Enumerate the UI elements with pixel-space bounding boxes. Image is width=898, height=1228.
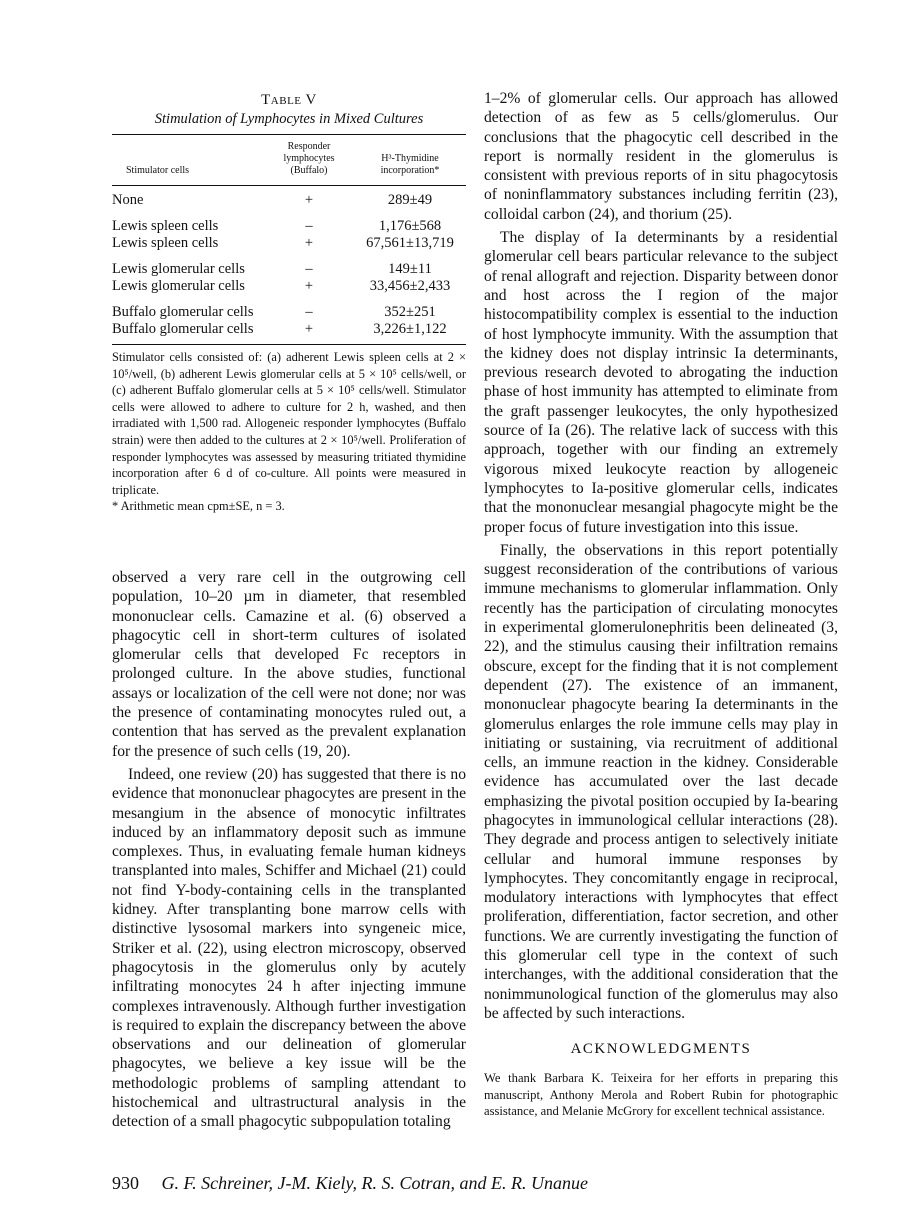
table-row xyxy=(112,252,466,278)
stimulator-cell: Lewis glomerular cells xyxy=(112,261,245,277)
thymidine-value: 33,456±2,433 xyxy=(369,278,451,294)
thymidine-value: 3,226±1,122 xyxy=(373,321,447,337)
responder-sign: – xyxy=(305,261,313,277)
responder-sign: + xyxy=(304,321,314,337)
thymidine-value: 352±251 xyxy=(384,304,436,320)
thymidine-value: 1,176±568 xyxy=(378,218,442,234)
page-footer xyxy=(112,1173,588,1194)
data-table xyxy=(112,135,466,338)
stimulator-cell: Lewis glomerular cells xyxy=(112,278,245,294)
paragraph: observed a very rare cell in the outgrowing cell population, 10–20 µm in diameter, that resembled mononuclear cells. Camazine et al. (6) observed a phagocytic cell in short-term cultures of isolated glomerular cells that developed Fc receptors in prolonged culture. In the above studies, functional assays or localization of the cell were not done; nor was the presence of contaminating monocytes ruled out, a contention that has served as the prevalent explanation for the presence of such cells (19, 20). xyxy=(112,569,466,760)
table-row xyxy=(112,295,466,321)
footnote-text: Stimulator cells consisted of: (a) adherent Lewis spleen cells at 2 × 10⁵/well, (b) adherent Lewis glomerular cells at 5 × 10⁵ cells/well, or (c) adherent Buffalo glomerular cells at 5 × 10⁵ cells/well. Stimulator cells were allowed to adhere to culture for 2 h, washed, and then irradiated with 1,500 rad. Allogeneic responder lymphocytes (Buffalo strain) were then added to the cultures at 2 × 10⁵/well. Proliferation of responder lymphocytes was assessed by measuring tritiated thymidine incorporation after 6 d of co-culture. All points were measured in triplicate. xyxy=(112,350,466,497)
paragraph: Finally, the observations in this report potentially suggest reconsideration of the contributions of various immune mechanisms to glomerular inflammation. Only recently has the participation of circulating monocytes in experimental glomerulonephritis been delineated (3, 22), and the stimulus causing their infiltration remains obscure, except for the finding that it is not complement dependent (27). The existence of an immanent, mononuclear phagocyte bearing Ia determinants in the glomerulus enlarges the role immune cells may play in initiating or sustaining, via recruitment of additional cells, an immune reaction in the kidney. Considerable evidence has accumulated over the last decade emphasizing the pivotal position occupied by Ia-bearing phagocytes in immunological cellular interactions (28). They degrade and process antigen to selectively initiate cellular and humoral immune responses by lymphocytes. They concomitantly engage in reciprocal, modulatory interactions with lymphocytes that effect proliferation, differentiation, factor secretion, and other functions. We are currently investigating the function of this glomerular cell type in the context of such interchanges, with the additional consideration that the nonimmunological function of the glomerulus may also be affected by such interactions. xyxy=(484,541,838,1022)
asterisk-note: * Arithmetic mean cpm±SE, n = 3. xyxy=(112,499,285,514)
stimulator-cell: Buffalo glomerular cells xyxy=(112,304,254,320)
paragraph: 1–2% of glomerular cells. Our approach has allowed detection of as few as 5 cells/glomerulus. Our conclusions that the phagocytic cell described in the report is normally resident in the glomerulus is consistent with previous reports of in situ phagocytosis of noninflammatory substances including ferritin (23), colloidal carbon (24), and thorium (25). xyxy=(484,90,838,223)
paragraph: Indeed, one review (20) has suggested that there is no evidence that mononuclear phagocytes are present in the mesangium in the absence of monocytic infiltrates induced by an inflammatory deposit such as immune complexes. Thus, in evaluating female human kidneys transplanted into males, Schiffer and Michael (21) could not find Y-body-containing cells in the transplanted kidney. After transplanting bone marrow cells with distinctive lysosomal markers into syngeneic mice, Striker et al. (22), using electron microscopy, observed phagocytosis in the glomerulus only by acutely infiltrating monocytes 24 h after injecting immune complexes intravenously. Although further investigation is required to explain the discrepancy between the above observations and our delineation of glomerular phagocytes, we believe a key issue will be the methodologic problems of sampling attendant to histochemical and ultrastructural analysis in the detection of a small phagocytic subpopulation totaling xyxy=(112,765,466,1131)
table-subtitle: Stimulation of Lymphocytes in Mixed Cultures xyxy=(154,111,424,127)
table-row xyxy=(112,278,466,295)
paragraph: The display of Ia determinants by a residential glomerular cell bears particular relevance to the subject of renal allograft and rejection. Disparity between donor and host across the I region of the major histocompatibility complex is essential to the induction of host lymphocyte immunity. With the assumption that the kidney does not display intrinsic Ia determinants, previous research devoted to abrogating the induction phase of host immunity has attempted to eliminate from the graft passenger leukocytes, the only hypothesized source of Ia (26). The relative lack of success with this approach, together with our finding an extremely vigorous mixed leukocyte reaction by allogeneic lymphocytes to Ia-positive glomerular cells, indicates that the mononuclear mesangial phagocyte might be the proper focus of future investigation into this issue. xyxy=(484,229,838,536)
header-thymidine: H³-Thymidine incorporation* xyxy=(380,153,440,176)
responder-sign: + xyxy=(304,278,314,294)
responder-sign: + xyxy=(304,192,314,208)
responder-sign: – xyxy=(305,304,313,320)
stimulator-cell: None xyxy=(112,192,144,208)
table-title: Table V xyxy=(261,92,317,108)
table-row xyxy=(112,192,466,209)
table-row xyxy=(112,321,466,338)
thymidine-value: 289±49 xyxy=(387,192,433,208)
thymidine-value: 149±11 xyxy=(388,261,432,277)
table-row xyxy=(112,235,466,252)
acknowledgments-text: We thank Barbara K. Teixeira for her efforts in preparing this manuscript, Anthony Merola and Robert Rubin for photographic assistance, and Melanie McGrory for excellent technical assistance. xyxy=(484,1071,838,1119)
table-footnote xyxy=(112,344,466,515)
right-column-body xyxy=(484,89,838,1119)
left-column-body xyxy=(112,568,466,1132)
header-stimulator: Stimulator cells xyxy=(126,165,190,176)
header-responder: Responder lymphocytes (Buffalo) xyxy=(283,141,335,176)
acknowledgments-heading: ACKNOWLEDGMENTS xyxy=(570,1041,752,1058)
responder-sign: + xyxy=(304,235,314,251)
stimulator-cell: Buffalo glomerular cells xyxy=(112,321,254,337)
responder-sign: – xyxy=(305,218,313,234)
stimulator-cell: Lewis spleen cells xyxy=(112,235,219,251)
table-row xyxy=(112,209,466,235)
page-number: 930 xyxy=(112,1173,139,1193)
stimulator-cell: Lewis spleen cells xyxy=(112,218,219,234)
thymidine-value: 67,561±13,719 xyxy=(366,235,454,251)
running-authors: G. F. Schreiner, J-M. Kiely, R. S. Cotran, and E. R. Unanue xyxy=(161,1173,588,1193)
table-section xyxy=(112,92,466,515)
